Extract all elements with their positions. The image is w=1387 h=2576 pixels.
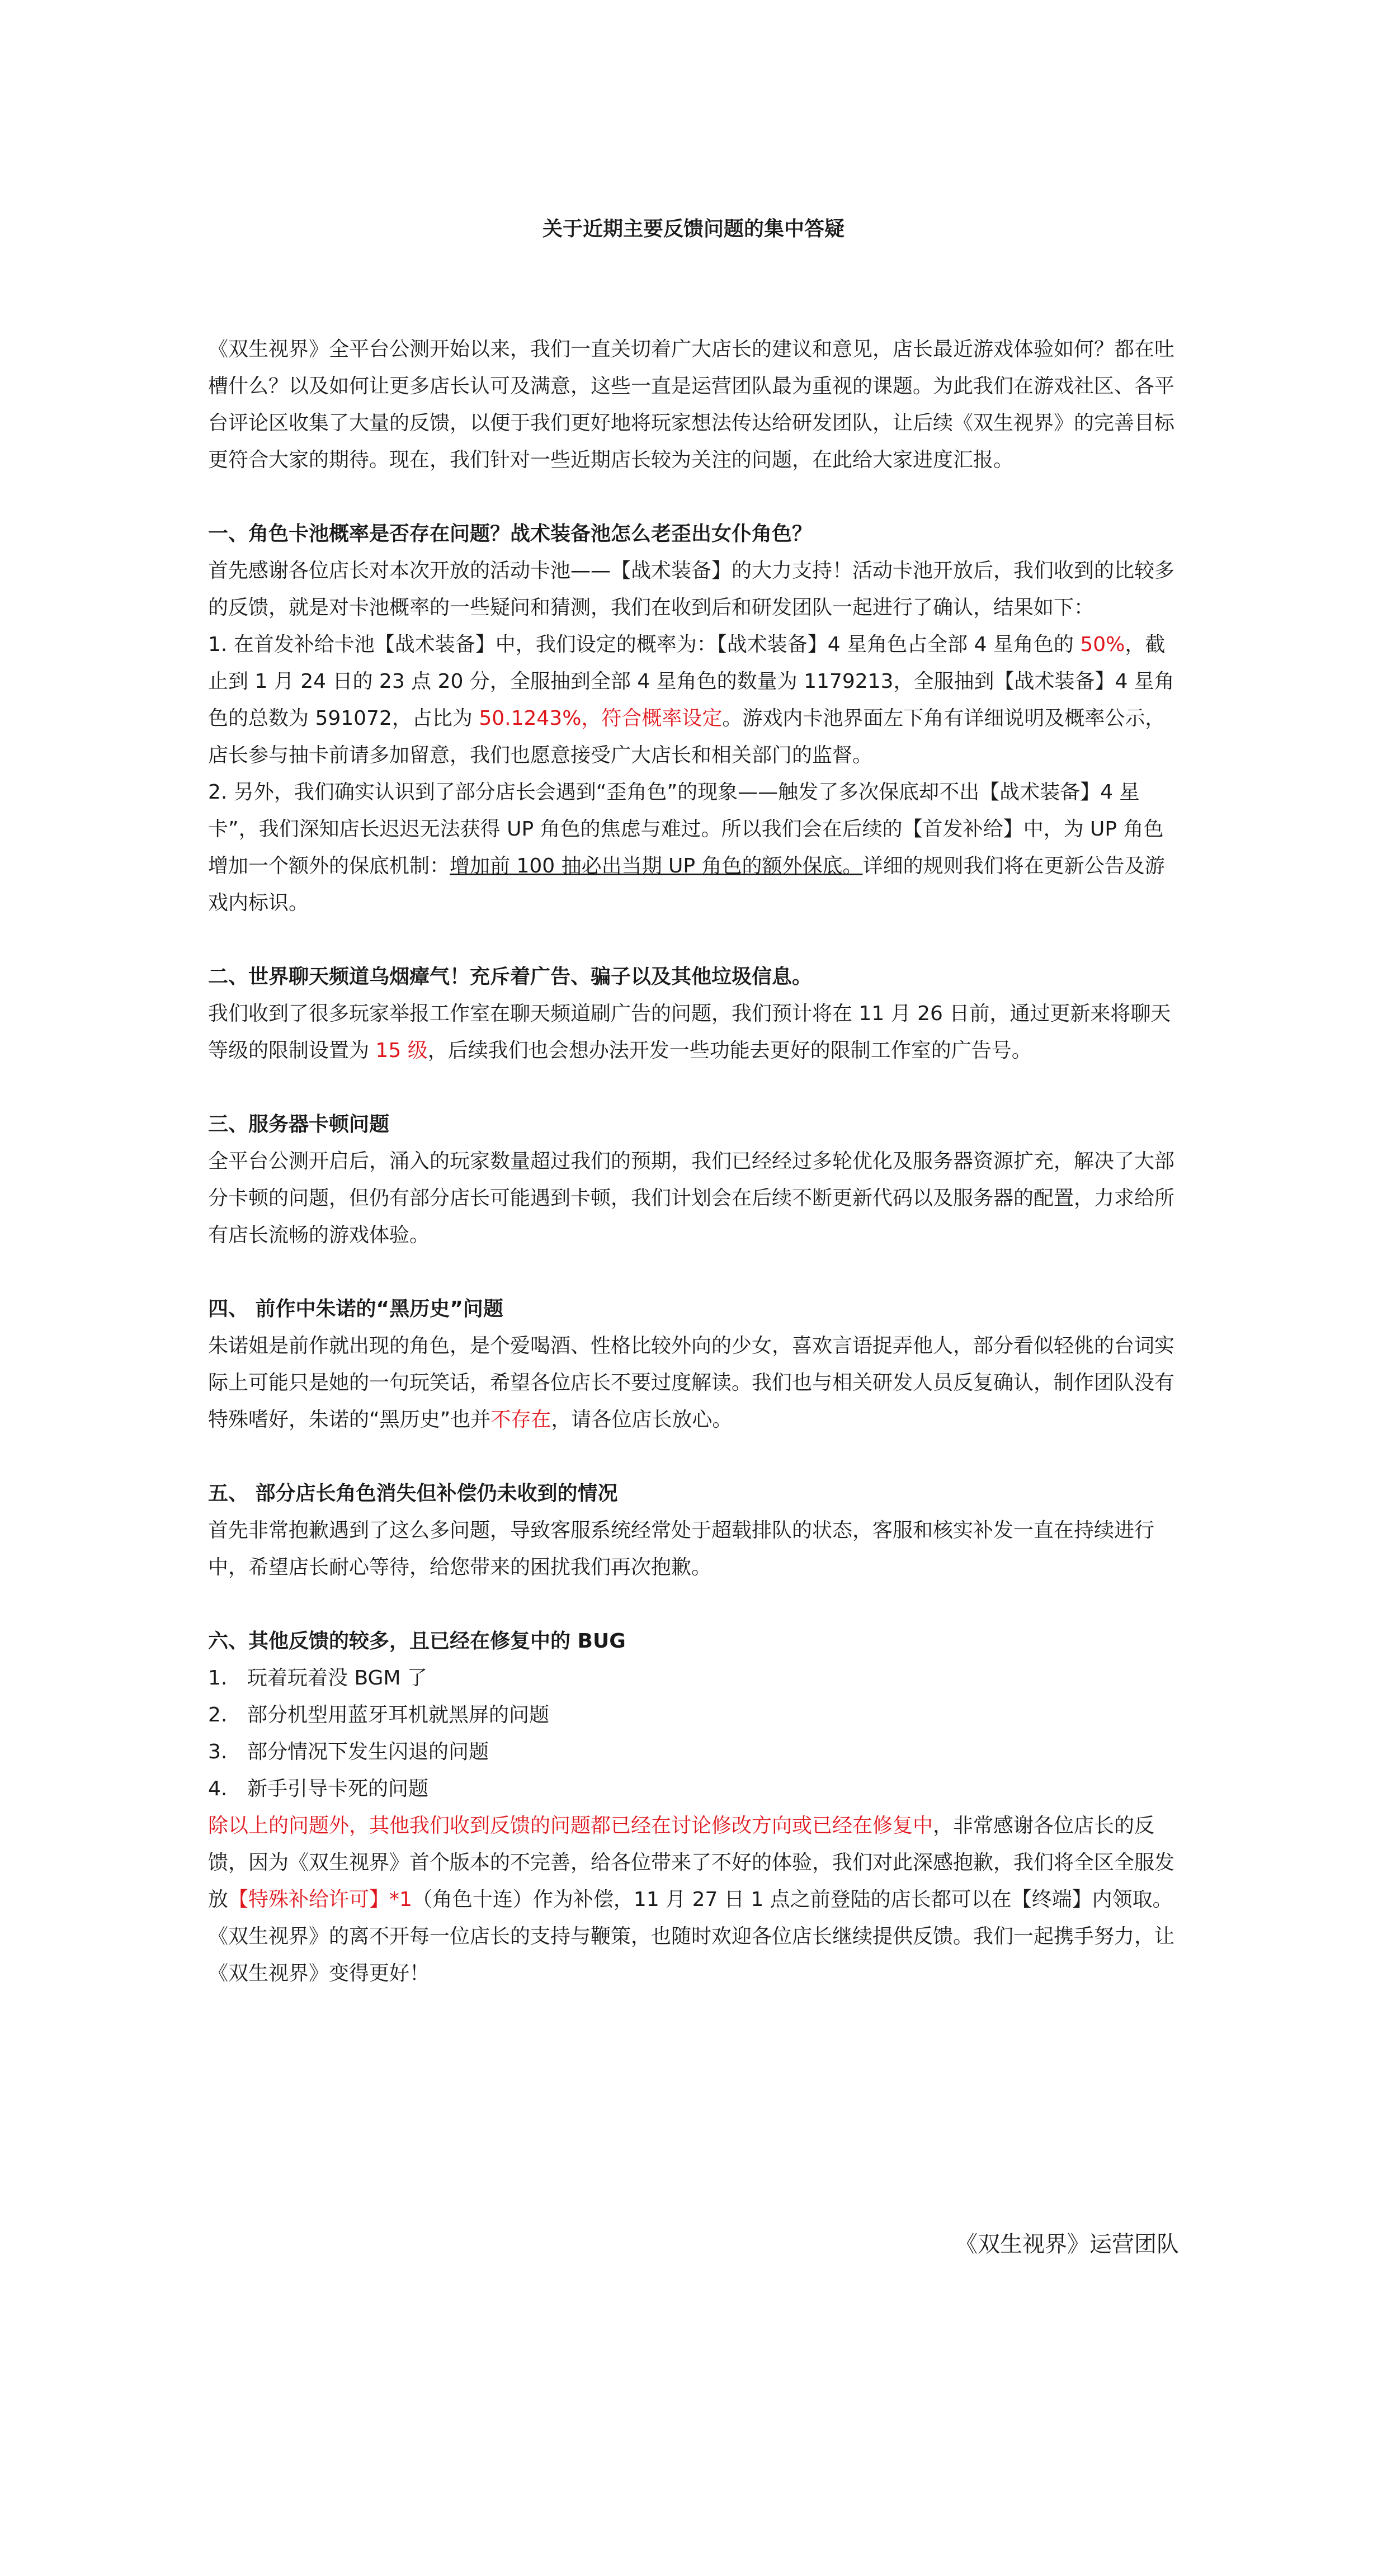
section-2-paragraph bbox=[208, 996, 1181, 1069]
list-item bbox=[208, 1660, 1181, 1697]
highlight-rate: 50% bbox=[1080, 633, 1125, 656]
intro-paragraph: 《双生视界》全平台公测开始以来，我们一直关切着广大店长的建议和意见，店长最近游戏体验如何？都在吐槽什么？以及如何让更多店长认可及满意，这些一直是运营团队最为重视的课题。为此我们在游戏社区、各平台评论区收集了大量的反馈，以便于我们更好地将玩家想法传达给研发团队，让后续《双生视界》的完善目标更符合大家的期待。现在，我们针对一些近期店长较为关注的问题，在此给大家进度汇报。 bbox=[208, 338, 1175, 471]
section-3-paragraph: 全平台公测开启后，涌入的玩家数量超过我们的预期，我们已经经过多轮优化及服务器资源扩充，解决了大部分卡顿的问题，但仍有部分店长可能遇到卡顿，我们计划会在后续不断更新代码以及服务器的配置，力求给所有店长流畅的游戏体验。 bbox=[208, 1150, 1175, 1247]
list-item-number: 2. bbox=[208, 1704, 228, 1726]
highlight-level: 15 级 bbox=[375, 1039, 428, 1062]
highlight-compensation: 【特殊补给许可】*1 bbox=[228, 1888, 412, 1911]
list-item-text: 新手引导卡死的问题 bbox=[247, 1777, 429, 1800]
section-4 bbox=[208, 1291, 1181, 1438]
underlined-guarantee: 增加前 100 抽必出当期 UP 角色的额外保底。 bbox=[450, 855, 863, 877]
section-1-paragraph-2 bbox=[208, 626, 1181, 774]
text-span: 2. 另外，我们确实认识到了部分店长会遇到“歪角色”的现象——触发了多次保底却不出【战术装备】4 星卡”，我们深知店长迟迟无法获得 UP 角色的焦虑与难过。所以我们会在后续的【首发补给】中，为 UP 角色增加一个额外的保底机制： bbox=[208, 781, 1164, 877]
list-item-text: 玩着玩着没 BGM 了 bbox=[247, 1667, 427, 1690]
section-2 bbox=[208, 959, 1181, 1069]
list-item-number: 3. bbox=[208, 1740, 228, 1763]
section-3-heading: 三、服务器卡顿问题 bbox=[208, 1113, 390, 1136]
section-1-paragraph-1: 首先感谢各位店长对本次开放的活动卡池——【战术装备】的大力支持！活动卡池开放后，我们收到的比较多的反馈，就是对卡池概率的一些疑问和猜测，我们在收到后和研发团队一起进行了确认，结果如下： bbox=[208, 559, 1175, 619]
document-title: 关于近期主要反馈问题的集中答疑 bbox=[542, 218, 845, 240]
list-item-text: 部分情况下发生闪退的问题 bbox=[247, 1740, 489, 1763]
section-2-heading: 二、世界聊天频道乌烟瘴气！充斥着广告、骗子以及其他垃圾信息。 bbox=[208, 965, 813, 988]
signature: 《双生视界》运营团队 bbox=[955, 2231, 1179, 2257]
text-span: （角色十连）作为补偿，11 月 27 日 1 点之前登陆的店长都可以在【终端】内领取。 bbox=[412, 1888, 1173, 1911]
summary-paragraph bbox=[208, 1808, 1181, 1918]
text-span: 。游戏内卡池界面左下角有详细说明及概率公示，店长参与抽卡前请多加留意，我们也愿意接受广大店长和相关部门的监督。 bbox=[208, 707, 1166, 767]
list-item-number: 1. bbox=[208, 1667, 228, 1690]
text-span: 朱诺姐是前作就出现的角色，是个爱喝酒、性格比较外向的少女，喜欢言语捉弄他人，部分看似轻佻的台词实际上可能只是她的一句玩笑话，希望各位店长不要过度解读。我们也与相关研发人员反复确认，制作团队没有特殊嗜好，朱诺的“黑历史”也并 bbox=[208, 1334, 1175, 1431]
text-span: ，非常感谢各位店长的反馈，因为《双生视界》首个版本的不完善，给各位带来了不好的体验，我们对此深感抱歉，我们将全区全服发放 bbox=[208, 1814, 1175, 1911]
section-1 bbox=[208, 516, 1181, 922]
highlight-summary: 除以上的问题外，其他我们收到反馈的问题都已经在讨论修改方向或已经在修复中 bbox=[208, 1814, 933, 1837]
text-span: 我们收到了很多玩家举报工作室在聊天频道刷广告的问题，我们预计将在 11 月 26 日前，通过更新来将聊天等级的限制设置为 bbox=[208, 1002, 1171, 1062]
section-6 bbox=[208, 1623, 1181, 1808]
text-span: 1. 在首发补给卡池【战术装备】中，我们设定的概率为：【战术装备】4 星角色占全部 4 星角色的 bbox=[208, 633, 1081, 656]
section-5-paragraph: 首先非常抱歉遇到了这么多问题，导致客服系统经常处于超载排队的状态，客服和核实补发一直在持续进行中，希望店长耐心等待，给您带来的困扰我们再次抱歉。 bbox=[208, 1519, 1155, 1579]
section-4-paragraph bbox=[208, 1328, 1181, 1438]
text-span: ，后续我们也会想办法开发一些功能去更好的限制工作室的广告号。 bbox=[427, 1039, 1032, 1062]
list-item-text: 部分机型用蓝牙耳机就黑屏的问题 bbox=[247, 1704, 550, 1726]
section-5 bbox=[208, 1475, 1181, 1586]
text-span: ，截止到 1 月 24 日的 23 点 20 分，全服抽到全部 4 星角色的数量为 1179213，全服抽到【战术装备】4 星角色的总数为 591072，占比为 bbox=[208, 633, 1174, 730]
text-span: ，请各位店长放心。 bbox=[551, 1408, 733, 1431]
text-span: 详细的规则我们将在更新公告及游戏内标识。 bbox=[208, 855, 1165, 914]
list-item-number: 4. bbox=[208, 1777, 228, 1800]
section-5-heading: 五、 部分店长角色消失但补偿仍未收到的情况 bbox=[208, 1482, 618, 1505]
list-item bbox=[208, 1734, 1181, 1771]
section-4-heading: 四、 前作中朱诺的“黑历史”问题 bbox=[208, 1298, 503, 1320]
section-1-heading: 一、角色卡池概率是否存在问题？战术装备池怎么老歪出女仆角色？ bbox=[208, 522, 813, 545]
section-3 bbox=[208, 1106, 1181, 1254]
highlight-actual-rate: 50.1243%，符合概率设定 bbox=[479, 707, 723, 730]
highlight-not-exist: 不存在 bbox=[490, 1408, 551, 1431]
section-1-paragraph-3 bbox=[208, 774, 1181, 922]
list-item bbox=[208, 1697, 1181, 1734]
closing-paragraph: 《双生视界》的离不开每一位店长的支持与鞭策，也随时欢迎各位店长继续提供反馈。我们一起携手努力，让《双生视界》变得更好！ bbox=[208, 1925, 1175, 1985]
document-body bbox=[208, 331, 1181, 1992]
section-6-heading: 六、其他反馈的较多，且已经在修复中的 BUG bbox=[208, 1630, 626, 1653]
list-item bbox=[208, 1771, 1181, 1808]
